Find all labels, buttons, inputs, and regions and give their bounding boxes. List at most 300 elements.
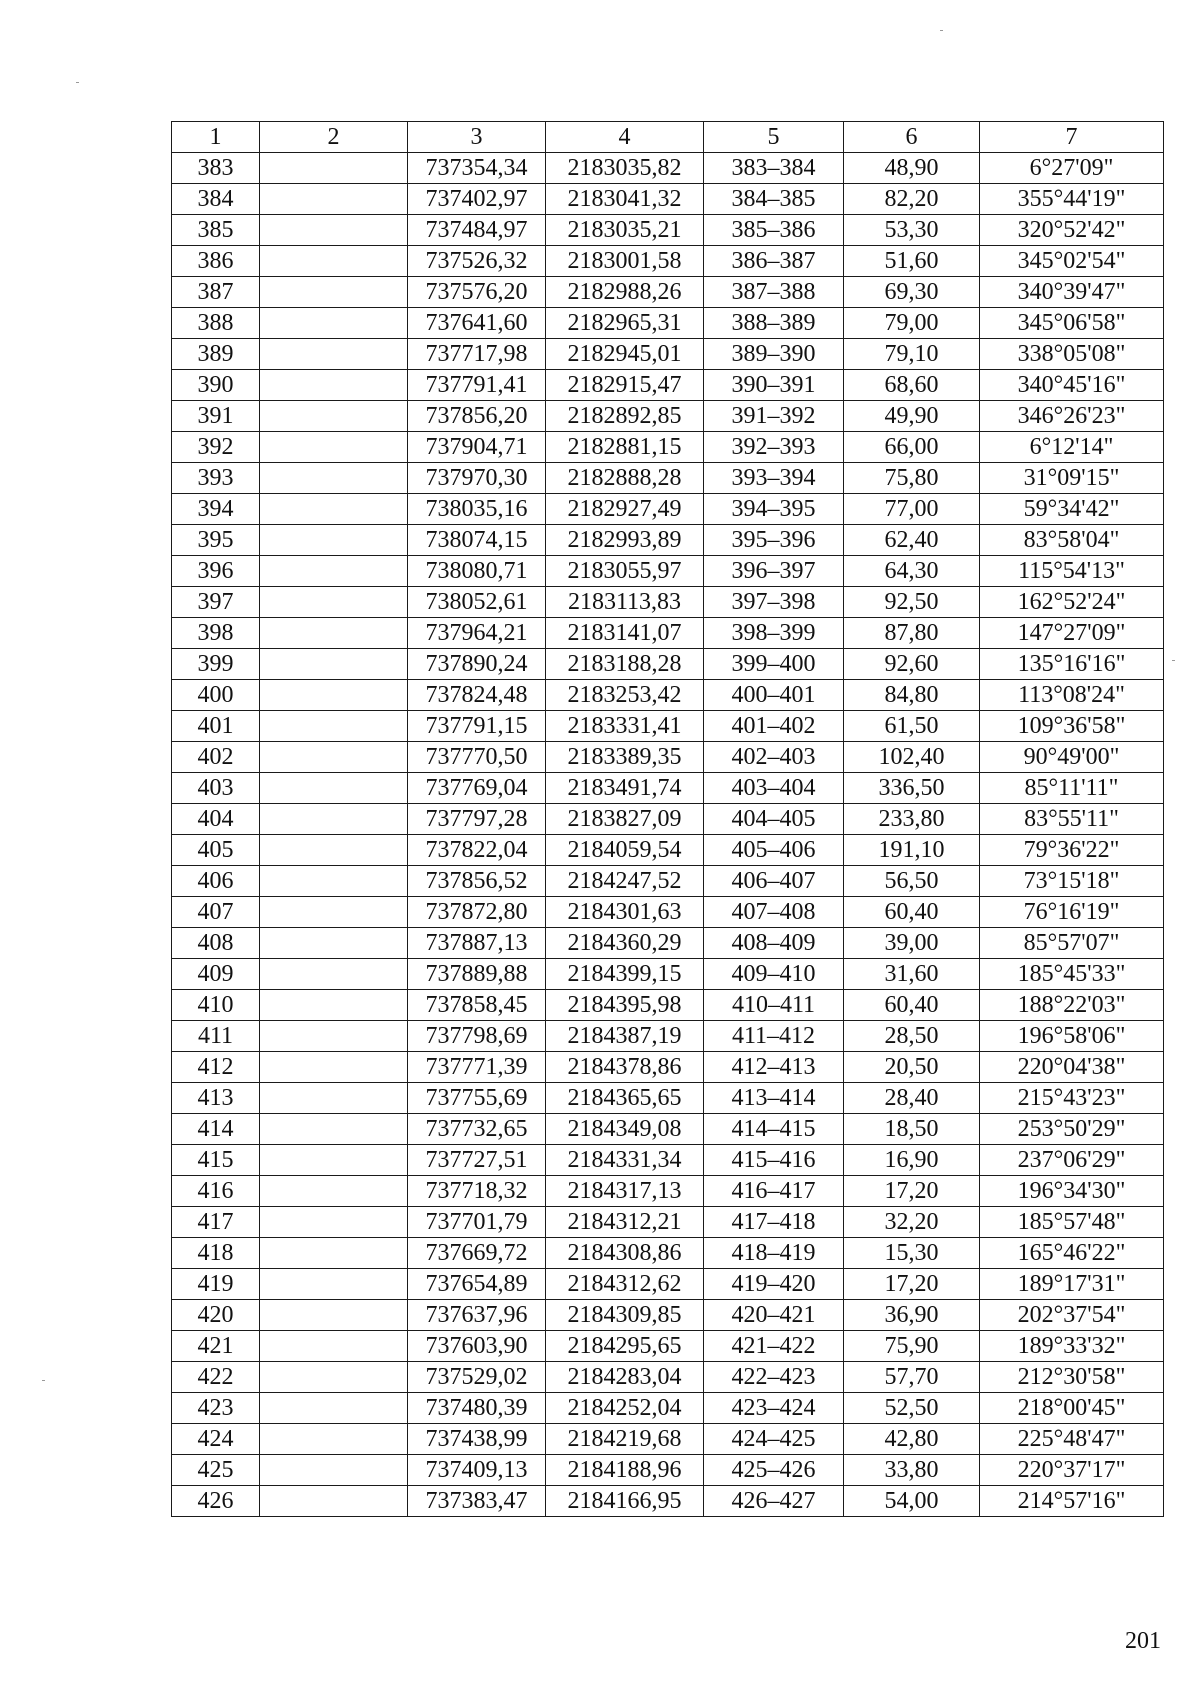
column-header-2: 2 (260, 122, 408, 153)
bearing-cell: 215°43'23" (980, 1083, 1164, 1114)
point-number-cell: 393 (172, 463, 260, 494)
y-coordinate-cell: 2182915,47 (546, 370, 704, 401)
length-cell: 75,90 (844, 1331, 980, 1362)
segment-cell: 389–390 (704, 339, 844, 370)
point-number-cell: 400 (172, 680, 260, 711)
segment-cell: 392–393 (704, 432, 844, 463)
table-row (172, 1486, 1164, 1517)
table-row (172, 897, 1164, 928)
column-2-cell (260, 804, 408, 835)
length-cell: 48,90 (844, 153, 980, 184)
length-cell: 18,50 (844, 1114, 980, 1145)
point-number-cell: 401 (172, 711, 260, 742)
length-cell: 79,00 (844, 308, 980, 339)
x-coordinate-cell: 737887,13 (408, 928, 546, 959)
segment-cell: 398–399 (704, 618, 844, 649)
column-header-4: 4 (546, 122, 704, 153)
column-2-cell (260, 1269, 408, 1300)
x-coordinate-cell: 737354,34 (408, 153, 546, 184)
column-2-cell (260, 1176, 408, 1207)
table-row (172, 618, 1164, 649)
y-coordinate-cell: 2184317,13 (546, 1176, 704, 1207)
x-coordinate-cell: 737641,60 (408, 308, 546, 339)
point-number-cell: 417 (172, 1207, 260, 1238)
point-number-cell: 415 (172, 1145, 260, 1176)
x-coordinate-cell: 737889,88 (408, 959, 546, 990)
column-2-cell (260, 1331, 408, 1362)
bearing-cell: 83°55'11" (980, 804, 1164, 835)
y-coordinate-cell: 2182881,15 (546, 432, 704, 463)
bearing-cell: 220°04'38" (980, 1052, 1164, 1083)
point-number-cell: 412 (172, 1052, 260, 1083)
y-coordinate-cell: 2184309,85 (546, 1300, 704, 1331)
bearing-cell: 218°00'45" (980, 1393, 1164, 1424)
length-cell: 87,80 (844, 618, 980, 649)
x-coordinate-cell: 737890,24 (408, 649, 546, 680)
table-row (172, 804, 1164, 835)
length-cell: 49,90 (844, 401, 980, 432)
x-coordinate-cell: 737402,97 (408, 184, 546, 215)
bearing-cell: 31°09'15" (980, 463, 1164, 494)
column-2-cell (260, 494, 408, 525)
y-coordinate-cell: 2184395,98 (546, 990, 704, 1021)
y-coordinate-cell: 2183253,42 (546, 680, 704, 711)
bearing-cell: 189°33'32" (980, 1331, 1164, 1362)
bearing-cell: 220°37'17" (980, 1455, 1164, 1486)
y-coordinate-cell: 2183331,41 (546, 711, 704, 742)
x-coordinate-cell: 738052,61 (408, 587, 546, 618)
segment-cell: 419–420 (704, 1269, 844, 1300)
segment-cell: 386–387 (704, 246, 844, 277)
x-coordinate-cell: 737904,71 (408, 432, 546, 463)
bearing-cell: 6°27'09" (980, 153, 1164, 184)
column-header-5: 5 (704, 122, 844, 153)
bearing-cell: 90°49'00" (980, 742, 1164, 773)
bearing-cell: 83°58'04" (980, 525, 1164, 556)
column-2-cell (260, 1021, 408, 1052)
point-number-cell: 421 (172, 1331, 260, 1362)
length-cell: 52,50 (844, 1393, 980, 1424)
column-2-cell (260, 277, 408, 308)
column-2-cell (260, 742, 408, 773)
length-cell: 17,20 (844, 1269, 980, 1300)
y-coordinate-cell: 2183001,58 (546, 246, 704, 277)
y-coordinate-cell: 2184219,68 (546, 1424, 704, 1455)
table-row (172, 1238, 1164, 1269)
length-cell: 60,40 (844, 897, 980, 928)
bearing-cell: 189°17'31" (980, 1269, 1164, 1300)
x-coordinate-cell: 738074,15 (408, 525, 546, 556)
table-row (172, 1455, 1164, 1486)
bearing-cell: 212°30'58" (980, 1362, 1164, 1393)
table-row (172, 1393, 1164, 1424)
segment-cell: 397–398 (704, 587, 844, 618)
y-coordinate-cell: 2184283,04 (546, 1362, 704, 1393)
column-2-cell (260, 897, 408, 928)
x-coordinate-cell: 737603,90 (408, 1331, 546, 1362)
bearing-cell: 196°58'06" (980, 1021, 1164, 1052)
y-coordinate-cell: 2183113,83 (546, 587, 704, 618)
x-coordinate-cell: 737484,97 (408, 215, 546, 246)
x-coordinate-cell: 737964,21 (408, 618, 546, 649)
table-row (172, 1331, 1164, 1362)
table-row (172, 866, 1164, 897)
length-cell: 39,00 (844, 928, 980, 959)
segment-cell: 383–384 (704, 153, 844, 184)
bearing-cell: 202°37'54" (980, 1300, 1164, 1331)
length-cell: 92,60 (844, 649, 980, 680)
x-coordinate-cell: 737858,45 (408, 990, 546, 1021)
y-coordinate-cell: 2184295,65 (546, 1331, 704, 1362)
table-row (172, 494, 1164, 525)
point-number-cell: 397 (172, 587, 260, 618)
point-number-cell: 419 (172, 1269, 260, 1300)
y-coordinate-cell: 2183035,21 (546, 215, 704, 246)
segment-cell: 402–403 (704, 742, 844, 773)
column-2-cell (260, 649, 408, 680)
point-number-cell: 404 (172, 804, 260, 835)
table-row (172, 649, 1164, 680)
point-number-cell: 420 (172, 1300, 260, 1331)
y-coordinate-cell: 2184312,62 (546, 1269, 704, 1300)
y-coordinate-cell: 2183827,09 (546, 804, 704, 835)
y-coordinate-cell: 2182945,01 (546, 339, 704, 370)
point-number-cell: 422 (172, 1362, 260, 1393)
table-row (172, 370, 1164, 401)
table-row (172, 339, 1164, 370)
x-coordinate-cell: 737798,69 (408, 1021, 546, 1052)
table-row (172, 773, 1164, 804)
y-coordinate-cell: 2184252,04 (546, 1393, 704, 1424)
segment-cell: 420–421 (704, 1300, 844, 1331)
bearing-cell: 188°22'03" (980, 990, 1164, 1021)
segment-cell: 394–395 (704, 494, 844, 525)
bearing-cell: 355°44'19" (980, 184, 1164, 215)
length-cell: 92,50 (844, 587, 980, 618)
x-coordinate-cell: 737438,99 (408, 1424, 546, 1455)
bearing-cell: 85°11'11" (980, 773, 1164, 804)
x-coordinate-cell: 738035,16 (408, 494, 546, 525)
y-coordinate-cell: 2184301,63 (546, 897, 704, 928)
point-number-cell: 391 (172, 401, 260, 432)
table-header (172, 122, 1164, 153)
point-number-cell: 394 (172, 494, 260, 525)
bearing-cell: 340°39'47" (980, 277, 1164, 308)
bearing-cell: 6°12'14" (980, 432, 1164, 463)
segment-cell: 401–402 (704, 711, 844, 742)
column-2-cell (260, 773, 408, 804)
bearing-cell: 225°48'47" (980, 1424, 1164, 1455)
y-coordinate-cell: 2182988,26 (546, 277, 704, 308)
bearing-cell: 79°36'22" (980, 835, 1164, 866)
segment-cell: 413–414 (704, 1083, 844, 1114)
scan-speck (940, 30, 943, 31)
segment-cell: 388–389 (704, 308, 844, 339)
length-cell: 60,40 (844, 990, 980, 1021)
bearing-cell: 196°34'30" (980, 1176, 1164, 1207)
column-2-cell (260, 370, 408, 401)
length-cell: 20,50 (844, 1052, 980, 1083)
x-coordinate-cell: 737824,48 (408, 680, 546, 711)
segment-cell: 425–426 (704, 1455, 844, 1486)
coordinates-table (171, 121, 1164, 1517)
table-row (172, 1083, 1164, 1114)
column-header-7: 7 (980, 122, 1164, 153)
length-cell: 336,50 (844, 773, 980, 804)
x-coordinate-cell: 737732,65 (408, 1114, 546, 1145)
column-2-cell (260, 463, 408, 494)
point-number-cell: 418 (172, 1238, 260, 1269)
column-2-cell (260, 1052, 408, 1083)
length-cell: 62,40 (844, 525, 980, 556)
length-cell: 32,20 (844, 1207, 980, 1238)
bearing-cell: 85°57'07" (980, 928, 1164, 959)
y-coordinate-cell: 2183041,32 (546, 184, 704, 215)
column-2-cell (260, 990, 408, 1021)
length-cell: 82,20 (844, 184, 980, 215)
length-cell: 33,80 (844, 1455, 980, 1486)
point-number-cell: 402 (172, 742, 260, 773)
segment-cell: 408–409 (704, 928, 844, 959)
length-cell: 42,80 (844, 1424, 980, 1455)
column-2-cell (260, 1207, 408, 1238)
x-coordinate-cell: 737701,79 (408, 1207, 546, 1238)
length-cell: 28,40 (844, 1083, 980, 1114)
table-row (172, 184, 1164, 215)
length-cell: 75,80 (844, 463, 980, 494)
segment-cell: 418–419 (704, 1238, 844, 1269)
column-2-cell (260, 1083, 408, 1114)
column-2-cell (260, 1455, 408, 1486)
scan-speck (42, 1380, 45, 1381)
table-row (172, 463, 1164, 494)
segment-cell: 422–423 (704, 1362, 844, 1393)
segment-cell: 403–404 (704, 773, 844, 804)
segment-cell: 404–405 (704, 804, 844, 835)
y-coordinate-cell: 2182888,28 (546, 463, 704, 494)
point-number-cell: 387 (172, 277, 260, 308)
bearing-cell: 320°52'42" (980, 215, 1164, 246)
point-number-cell: 409 (172, 959, 260, 990)
table-row (172, 1362, 1164, 1393)
x-coordinate-cell: 737791,41 (408, 370, 546, 401)
y-coordinate-cell: 2184331,34 (546, 1145, 704, 1176)
column-2-cell (260, 1300, 408, 1331)
table-row (172, 680, 1164, 711)
table-row (172, 556, 1164, 587)
table-row (172, 1052, 1164, 1083)
bearing-cell: 253°50'29" (980, 1114, 1164, 1145)
x-coordinate-cell: 737822,04 (408, 835, 546, 866)
x-coordinate-cell: 737480,39 (408, 1393, 546, 1424)
table-row (172, 742, 1164, 773)
y-coordinate-cell: 2182892,85 (546, 401, 704, 432)
x-coordinate-cell: 737791,15 (408, 711, 546, 742)
table-row (172, 401, 1164, 432)
point-number-cell: 384 (172, 184, 260, 215)
bearing-cell: 185°57'48" (980, 1207, 1164, 1238)
table-row (172, 1176, 1164, 1207)
column-2-cell (260, 308, 408, 339)
y-coordinate-cell: 2183035,82 (546, 153, 704, 184)
segment-cell: 409–410 (704, 959, 844, 990)
x-coordinate-cell: 737529,02 (408, 1362, 546, 1393)
column-2-cell (260, 556, 408, 587)
bearing-cell: 346°26'23" (980, 401, 1164, 432)
column-2-cell (260, 959, 408, 990)
point-number-cell: 398 (172, 618, 260, 649)
segment-cell: 421–422 (704, 1331, 844, 1362)
length-cell: 64,30 (844, 556, 980, 587)
x-coordinate-cell: 737797,28 (408, 804, 546, 835)
bearing-cell: 76°16'19" (980, 897, 1164, 928)
length-cell: 102,40 (844, 742, 980, 773)
y-coordinate-cell: 2184349,08 (546, 1114, 704, 1145)
point-number-cell: 392 (172, 432, 260, 463)
point-number-cell: 423 (172, 1393, 260, 1424)
table-row (172, 1145, 1164, 1176)
segment-cell: 412–413 (704, 1052, 844, 1083)
table-row (172, 1114, 1164, 1145)
x-coordinate-cell: 737654,89 (408, 1269, 546, 1300)
y-coordinate-cell: 2184188,96 (546, 1455, 704, 1486)
length-cell: 79,10 (844, 339, 980, 370)
page-number: 201 (1125, 1628, 1161, 1654)
bearing-cell: 165°46'22" (980, 1238, 1164, 1269)
point-number-cell: 424 (172, 1424, 260, 1455)
segment-cell: 417–418 (704, 1207, 844, 1238)
y-coordinate-cell: 2182927,49 (546, 494, 704, 525)
point-number-cell: 386 (172, 246, 260, 277)
x-coordinate-cell: 737718,32 (408, 1176, 546, 1207)
column-2-cell (260, 153, 408, 184)
segment-cell: 405–406 (704, 835, 844, 866)
y-coordinate-cell: 2183141,07 (546, 618, 704, 649)
length-cell: 57,70 (844, 1362, 980, 1393)
bearing-cell: 340°45'16" (980, 370, 1164, 401)
x-coordinate-cell: 737770,50 (408, 742, 546, 773)
column-header-6: 6 (844, 122, 980, 153)
y-coordinate-cell: 2183389,35 (546, 742, 704, 773)
column-2-cell (260, 184, 408, 215)
length-cell: 66,00 (844, 432, 980, 463)
bearing-cell: 345°02'54" (980, 246, 1164, 277)
column-header-1: 1 (172, 122, 260, 153)
length-cell: 15,30 (844, 1238, 980, 1269)
bearing-cell: 237°06'29" (980, 1145, 1164, 1176)
point-number-cell: 395 (172, 525, 260, 556)
y-coordinate-cell: 2182993,89 (546, 525, 704, 556)
header-row (172, 122, 1164, 153)
scan-speck (1172, 660, 1175, 661)
bearing-cell: 147°27'09" (980, 618, 1164, 649)
x-coordinate-cell: 737576,20 (408, 277, 546, 308)
point-number-cell: 390 (172, 370, 260, 401)
table-row (172, 1300, 1164, 1331)
segment-cell: 399–400 (704, 649, 844, 680)
column-2-cell (260, 680, 408, 711)
length-cell: 53,30 (844, 215, 980, 246)
column-2-cell (260, 866, 408, 897)
y-coordinate-cell: 2182965,31 (546, 308, 704, 339)
point-number-cell: 425 (172, 1455, 260, 1486)
y-coordinate-cell: 2184312,21 (546, 1207, 704, 1238)
length-cell: 61,50 (844, 711, 980, 742)
x-coordinate-cell: 737872,80 (408, 897, 546, 928)
column-2-cell (260, 525, 408, 556)
point-number-cell: 388 (172, 308, 260, 339)
table-row (172, 246, 1164, 277)
column-2-cell (260, 1393, 408, 1424)
segment-cell: 391–392 (704, 401, 844, 432)
table-row (172, 525, 1164, 556)
x-coordinate-cell: 737526,32 (408, 246, 546, 277)
length-cell: 68,60 (844, 370, 980, 401)
table-row (172, 990, 1164, 1021)
column-2-cell (260, 401, 408, 432)
length-cell: 36,90 (844, 1300, 980, 1331)
bearing-cell: 113°08'24" (980, 680, 1164, 711)
point-number-cell: 411 (172, 1021, 260, 1052)
length-cell: 233,80 (844, 804, 980, 835)
table-row (172, 432, 1164, 463)
table-row (172, 308, 1164, 339)
y-coordinate-cell: 2184308,86 (546, 1238, 704, 1269)
point-number-cell: 407 (172, 897, 260, 928)
x-coordinate-cell: 737856,52 (408, 866, 546, 897)
column-2-cell (260, 432, 408, 463)
y-coordinate-cell: 2184247,52 (546, 866, 704, 897)
y-coordinate-cell: 2184365,65 (546, 1083, 704, 1114)
point-number-cell: 399 (172, 649, 260, 680)
segment-cell: 385–386 (704, 215, 844, 246)
point-number-cell: 426 (172, 1486, 260, 1517)
column-2-cell (260, 339, 408, 370)
table-row (172, 215, 1164, 246)
length-cell: 51,60 (844, 246, 980, 277)
column-2-cell (260, 928, 408, 959)
x-coordinate-cell: 737769,04 (408, 773, 546, 804)
bearing-cell: 185°45'33" (980, 959, 1164, 990)
point-number-cell: 414 (172, 1114, 260, 1145)
point-number-cell: 413 (172, 1083, 260, 1114)
point-number-cell: 408 (172, 928, 260, 959)
table-row (172, 1424, 1164, 1455)
column-2-cell (260, 1362, 408, 1393)
segment-cell: 426–427 (704, 1486, 844, 1517)
length-cell: 17,20 (844, 1176, 980, 1207)
table-body (172, 153, 1164, 1517)
table-row (172, 153, 1164, 184)
segment-cell: 387–388 (704, 277, 844, 308)
segment-cell: 396–397 (704, 556, 844, 587)
x-coordinate-cell: 737383,47 (408, 1486, 546, 1517)
segment-cell: 400–401 (704, 680, 844, 711)
length-cell: 69,30 (844, 277, 980, 308)
length-cell: 28,50 (844, 1021, 980, 1052)
column-2-cell (260, 246, 408, 277)
point-number-cell: 416 (172, 1176, 260, 1207)
segment-cell: 415–416 (704, 1145, 844, 1176)
y-coordinate-cell: 2184399,15 (546, 959, 704, 990)
x-coordinate-cell: 737755,69 (408, 1083, 546, 1114)
x-coordinate-cell: 737409,13 (408, 1455, 546, 1486)
y-coordinate-cell: 2184378,86 (546, 1052, 704, 1083)
scan-speck (76, 82, 79, 83)
bearing-cell: 59°34'42" (980, 494, 1164, 525)
column-2-cell (260, 835, 408, 866)
segment-cell: 423–424 (704, 1393, 844, 1424)
